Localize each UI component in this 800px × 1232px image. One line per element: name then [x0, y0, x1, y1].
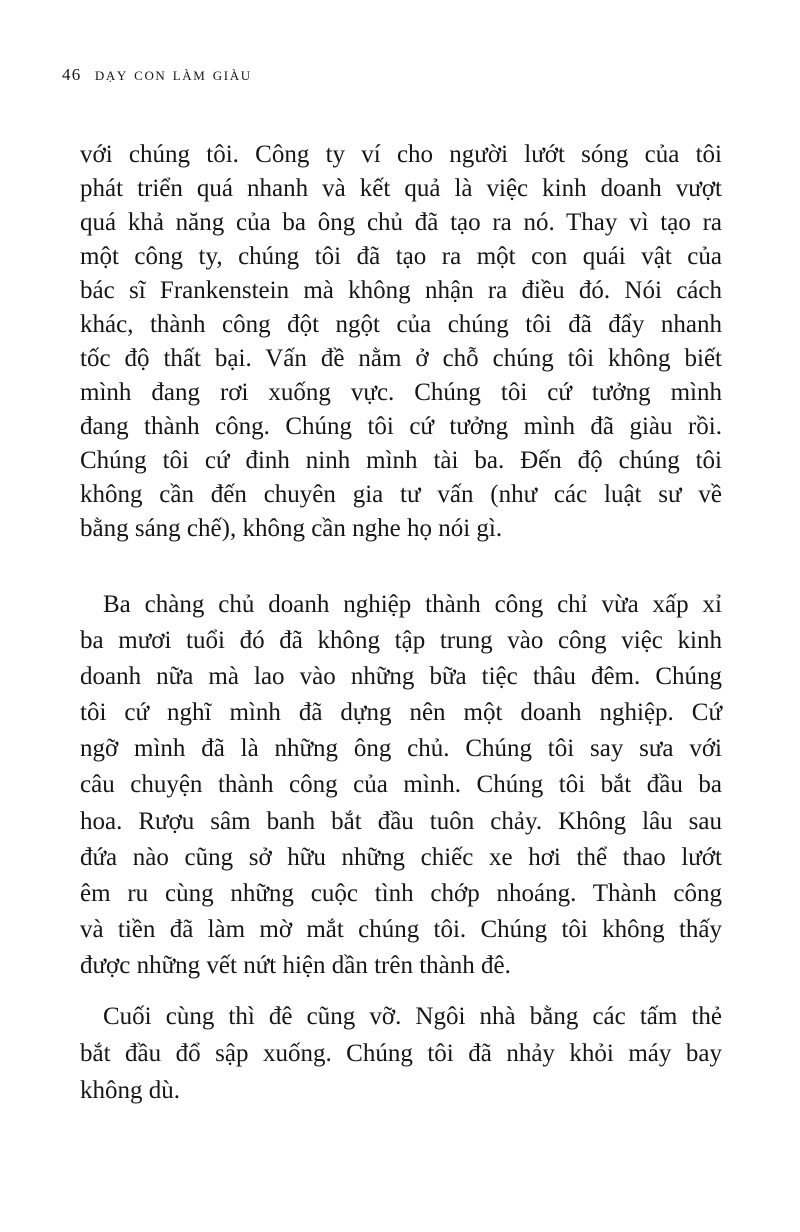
text-line: quá khả năng của ba ông chủ đã tạo ra nó. Thay vì tạo ra: [80, 209, 722, 236]
text-line: và tiền đã làm mờ mắt chúng tôi. Chúng tôi không thấy: [80, 915, 722, 943]
text-line: Cuối cùng thì đê cũng vỡ. Ngôi nhà bằng các tấm thẻ: [103, 1003, 722, 1030]
text-line: không cần đến chuyên gia tư vấn (như các luật sư về: [80, 481, 722, 508]
text-line: khác, thành công đột ngột của chúng tôi đã đẩy nhanh: [80, 311, 722, 338]
text-line: bằng sáng chế), không cần nghe họ nói gì.: [80, 515, 503, 542]
text-line: bắt đầu đổ sập xuống. Chúng tôi đã nhảy khỏi máy bay: [80, 1040, 722, 1067]
text-line: với chúng tôi. Công ty ví cho người lướt sóng của tôi: [80, 141, 722, 168]
text-line: ngỡ mình đã là những ông chủ. Chúng tôi say sưa với: [80, 735, 722, 763]
text-line: câu chuyện thành công của mình. Chúng tôi bắt đầu ba: [80, 771, 722, 799]
paragraph-3: [80, 999, 722, 1110]
running-header: [62, 64, 252, 86]
text-line: mình đang rơi xuống vực. Chúng tôi cứ tưởng mình: [80, 379, 722, 406]
page-number: 46: [62, 65, 82, 84]
text-line: bác sĩ Frankenstein mà không nhận ra điều đó. Nói cách: [80, 277, 722, 304]
paragraph-1: [80, 138, 722, 546]
text-line: được những vết nứt hiện dần trên thành đê.: [80, 951, 511, 979]
text-line: một công ty, chúng tôi đã tạo ra một con quái vật của: [80, 243, 722, 270]
text-line: Chúng tôi cứ đinh ninh mình tài ba. Đến độ chúng tôi: [80, 447, 722, 474]
text-line: Ba chàng chủ doanh nghiệp thành công chỉ vừa xấp xỉ: [103, 591, 722, 618]
text-line: không dù.: [80, 1077, 180, 1104]
text-line: phát triển quá nhanh và kết quả là việc kinh doanh vượt: [80, 175, 722, 202]
text-line: hoa. Rượu sâm banh bắt đầu tuôn chảy. Không lâu sau: [80, 807, 722, 835]
text-line: đang thành công. Chúng tôi cứ tưởng mình đã giàu rồi.: [80, 413, 722, 440]
text-line: tôi cứ nghĩ mình đã dựng nên một doanh nghiệp. Cứ: [80, 699, 722, 727]
paragraph-2: [80, 587, 722, 984]
text-line: ba mươi tuổi đó đã không tập trung vào công việc kinh: [80, 627, 722, 655]
text-line: tốc độ thất bại. Vấn đề nằm ở chỗ chúng tôi không biết: [80, 345, 722, 372]
text-line: doanh nữa mà lao vào những bữa tiệc thâu đêm. Chúng: [80, 663, 722, 691]
book-title: dạy con làm giàu: [94, 64, 252, 85]
text-line: đứa nào cũng sở hữu những chiếc xe hơi thể thao lướt: [80, 843, 722, 871]
text-line: êm ru cùng những cuộc tình chớp nhoáng. Thành công: [80, 879, 722, 907]
